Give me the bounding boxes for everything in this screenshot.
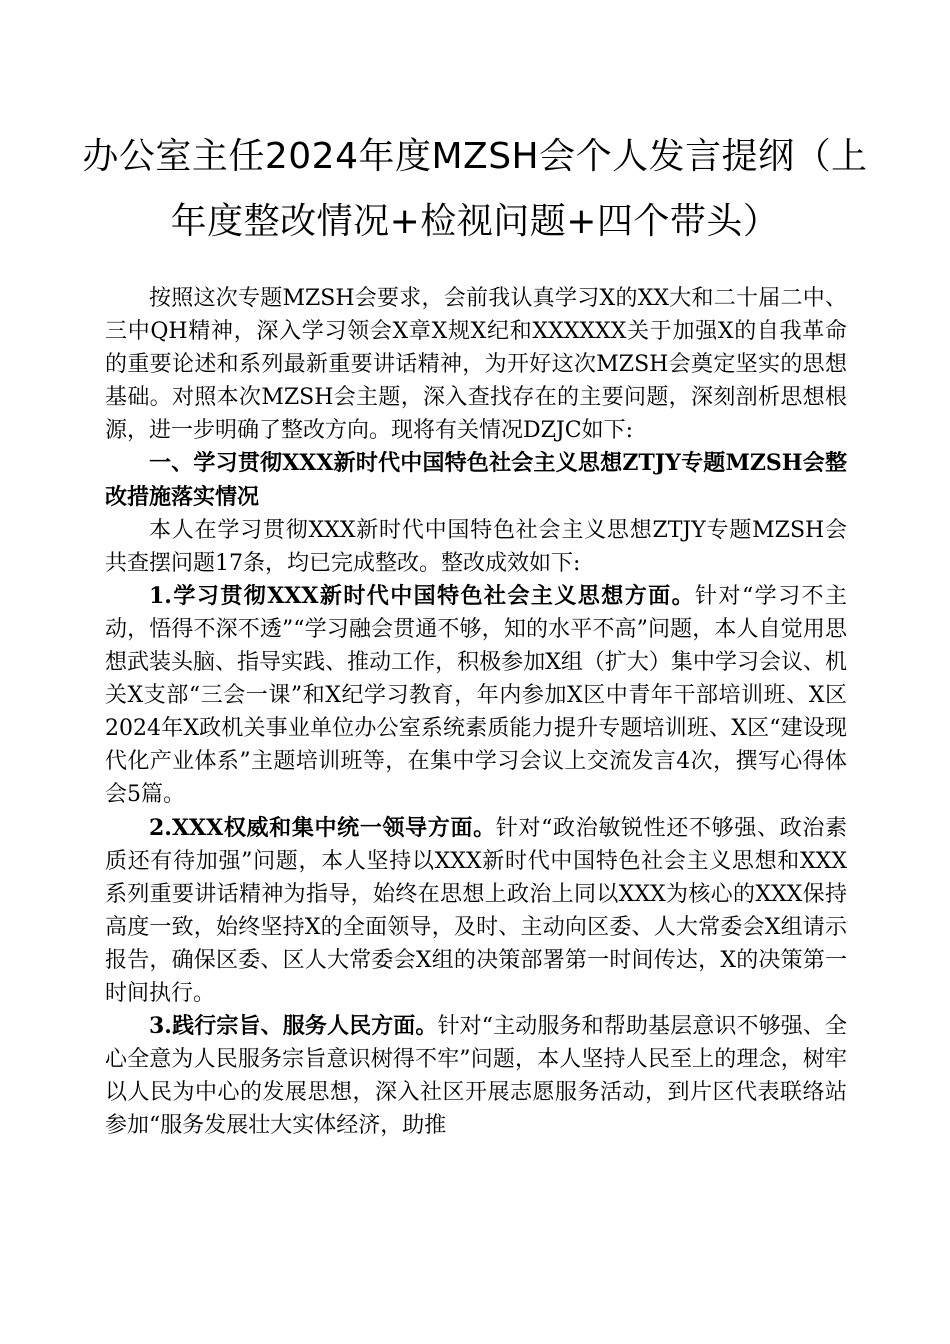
item-paragraph-2: [105, 812, 847, 1011]
document-body: [105, 282, 847, 1142]
document-title-line-2: 年度整改情况+检视问题+四个带头）: [170, 201, 780, 242]
item-1-text: 针对“学习不主动，悟得不深不透”“学习融会贯通不够，知的水平不高”问题，本人自觉用思想武装头脑、指导实践、推动工作，积极参加X组（扩大）集中学习会议、机关X支部“三会一课”和X纪学习教育，年内参加X区中青年干部培训班、X区2024年X政机关事业单位办公室系统素质能力提升专题培训班、X区“建设现代化产业体系”主题培训班等，在集中学习会议上交流发言4次，撰写心得体会5篇。: [105, 583, 847, 808]
section-1-heading: 一、学习贯彻XXX新时代中国特色社会主义思想ZTJY专题MZSH会整改措施落实情况: [105, 450, 847, 510]
item-2-lead: 2.XXX权威和集中统一领导方面。: [149, 814, 496, 841]
document-title-line-1: 办公室主任2024年度MZSH会个人发言提纲（上: [82, 136, 868, 177]
intro-paragraph: 按照这次专题MZSH会要求，会前我认真学习X的XX大和二十届二中、三中QH精神，深入学习领会X章X规X纪和XXXXXX关于加强X的自我革命的重要论述和系列最新重要讲话精神，为开好这次MZSH会奠定坚实的思想基础。对照本次MZSH会主题，深入查找存在的主要问题，深刻剖析思想根源，进一步明确了整改方向。现将有关情况DZJC如下:: [105, 286, 847, 444]
item-3-lead: 3.践行宗旨、服务人民方面。: [149, 1013, 438, 1040]
item-paragraph-1: [105, 580, 847, 812]
section-1-intro-paragraph: 本人在学习贯彻XXX新时代中国特色社会主义思想ZTJY专题MZSH会共查摆问题17条，均已完成整改。整改成效如下:: [105, 517, 847, 576]
item-paragraph-3: [105, 1010, 847, 1142]
item-2-text: 针对“政治敏锐性还不够强、政治素质还有待加强”问题，本人坚持以XXX新时代中国特色社会主义思想和XXX系列重要讲话精神为指导，始终在思想上政治上同以XXX为核心的XXX保持高度一致，始终坚持X的全面领导，及时、主动向区委、人大常委会X组请示报告，确保区委、区人大常委会X组的决策部署第一时间传达，X的决策第一时间执行。: [105, 815, 847, 1006]
item-3-text: 针对“主动服务和帮助基层意识不够强、全心全意为人民服务宗旨意识树得不牢”问题，本人坚持人民至上的理念，树牢以人民为中心的发展思想，深入社区开展志愿服务活动，到片区代表联络站参加“服务发展壮大实体经济，助推: [105, 1014, 848, 1139]
item-1-lead: 1.学习贯彻XXX新时代中国特色社会主义思想方面。: [149, 582, 696, 609]
